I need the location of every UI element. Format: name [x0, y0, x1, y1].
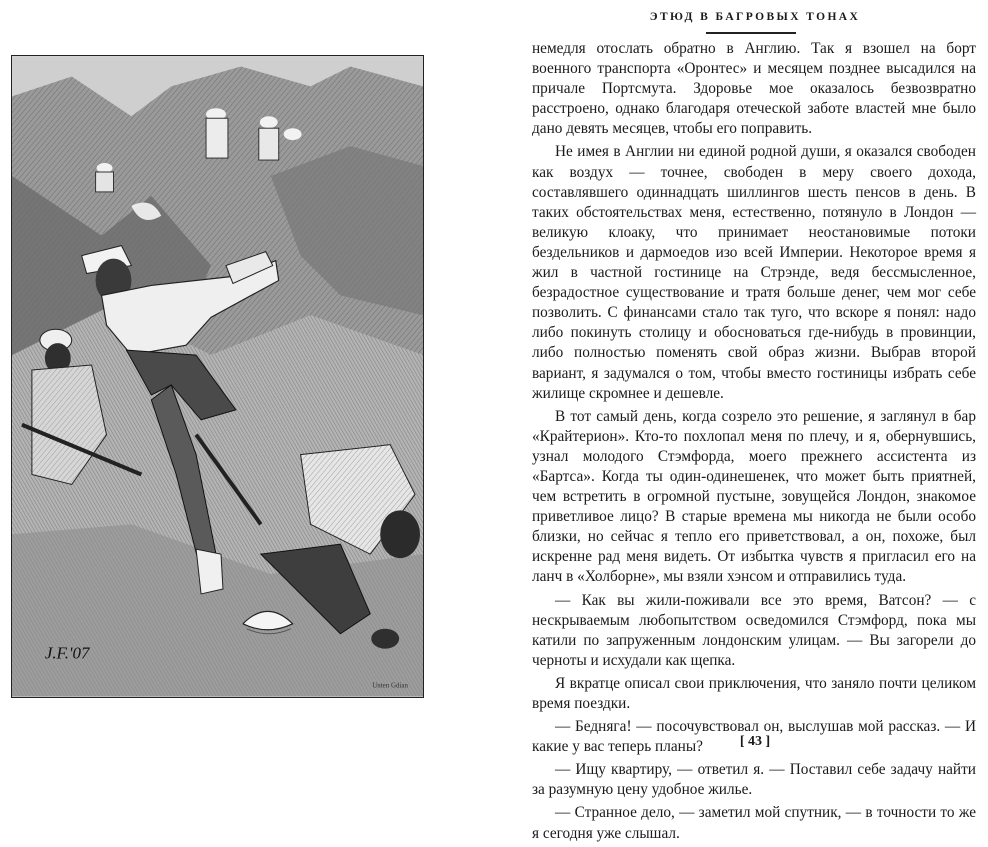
paragraph: — Бедняга! — посочувствовал он, выслушав мой рассказ. — И какие у вас теперь планы? [532, 718, 976, 756]
battle-illustration [11, 55, 424, 698]
illustration-drawing [12, 56, 423, 697]
running-head: ЭТЮД В БАГРОВЫХ ТОНАХ [649, 11, 861, 23]
body-text [532, 39, 976, 847]
paragraph: — Странное дело, — заметил мой спутник, — в точности то же я сегодня уже слышал. [532, 804, 976, 842]
engraver-mark: Unten Gdian [372, 681, 408, 690]
paragraph: немедля отослать обратно в Англию. Так я взошел на борт военного транспорта «Оронтес» и месяцем позднее высадился на причале Портсмута. Здоровье мое оказалось безвозвратно расстроено, однако благодаря отеческой заботе властей мне было дано девять месяцев, чтобы его поправить. [532, 40, 976, 138]
paragraph: — Ищу квартиру, — ответил я. — Поставил себе задачу найти за разумную цену удобное жилье. [532, 761, 976, 799]
paragraph: В тот самый день, когда созрело это решение, я заглянул в бар «Крайтерион». Кто-то похлопал меня по плечу, и я, обернувшись, узнал молодого Стэмфорда, моего прежнего ассистента из «Бартса». Когда ты один-одинешенек, что может быть приятней, чем встретить в огромной пустыне, зовущейся Лондон, знакомое приветливое лицо? В старые времена мы никогда не были особо близки, но сейчас я тепло его приветствовал, а он, похоже, был искренне рад меня видеть. От избытка чувств я пригласил его на ланч в «Холборне», мы взяли хэнсом и отправились туда. [532, 407, 976, 586]
paragraph: Я вкратце описал свои приключения, что заняло почти целиком время поездки. [532, 674, 976, 712]
header-rule [706, 32, 796, 34]
paragraph: Не имея в Англии ни единой родной души, я оказался свободен как воздух — точнее, свободен в меру своего дохода, составлявшего одиннадцать шиллингов шесть пенсов в день. В таких обстоятельствах меня, естественно, потянуло в Лондон — великую клоаку, что принимает неостановимые потоки бездельников и дармоедов изо всей Империи. Некоторое время я жил в частной гостинице на Стрэнде, ведя бессмысленное, безрадостное существование и тратя больше денег, чем мог себе позволить. С финансами стало так туго, что вскоре я понял: надо либо покинуть столицу и обосноваться где-нибудь в провинции, либо полностью поменять свой образ жизни. Выбрав второй вариант, я задумался о том, чтобы вместо гостиницы избрать себе жилище скромнее и дешевле. [532, 143, 976, 402]
artist-signature: J.F.'07 [44, 643, 90, 663]
paragraph: — Как вы жили-поживали все это время, Ватсон? — с нескрываемым любопытством осведомился Стэмфорд, пока мы катили по запруженным лондонским улицам. — Вы загорели до черноты и исхудали как щепка. [532, 591, 976, 669]
page-number: [ 43 ] [739, 734, 771, 749]
